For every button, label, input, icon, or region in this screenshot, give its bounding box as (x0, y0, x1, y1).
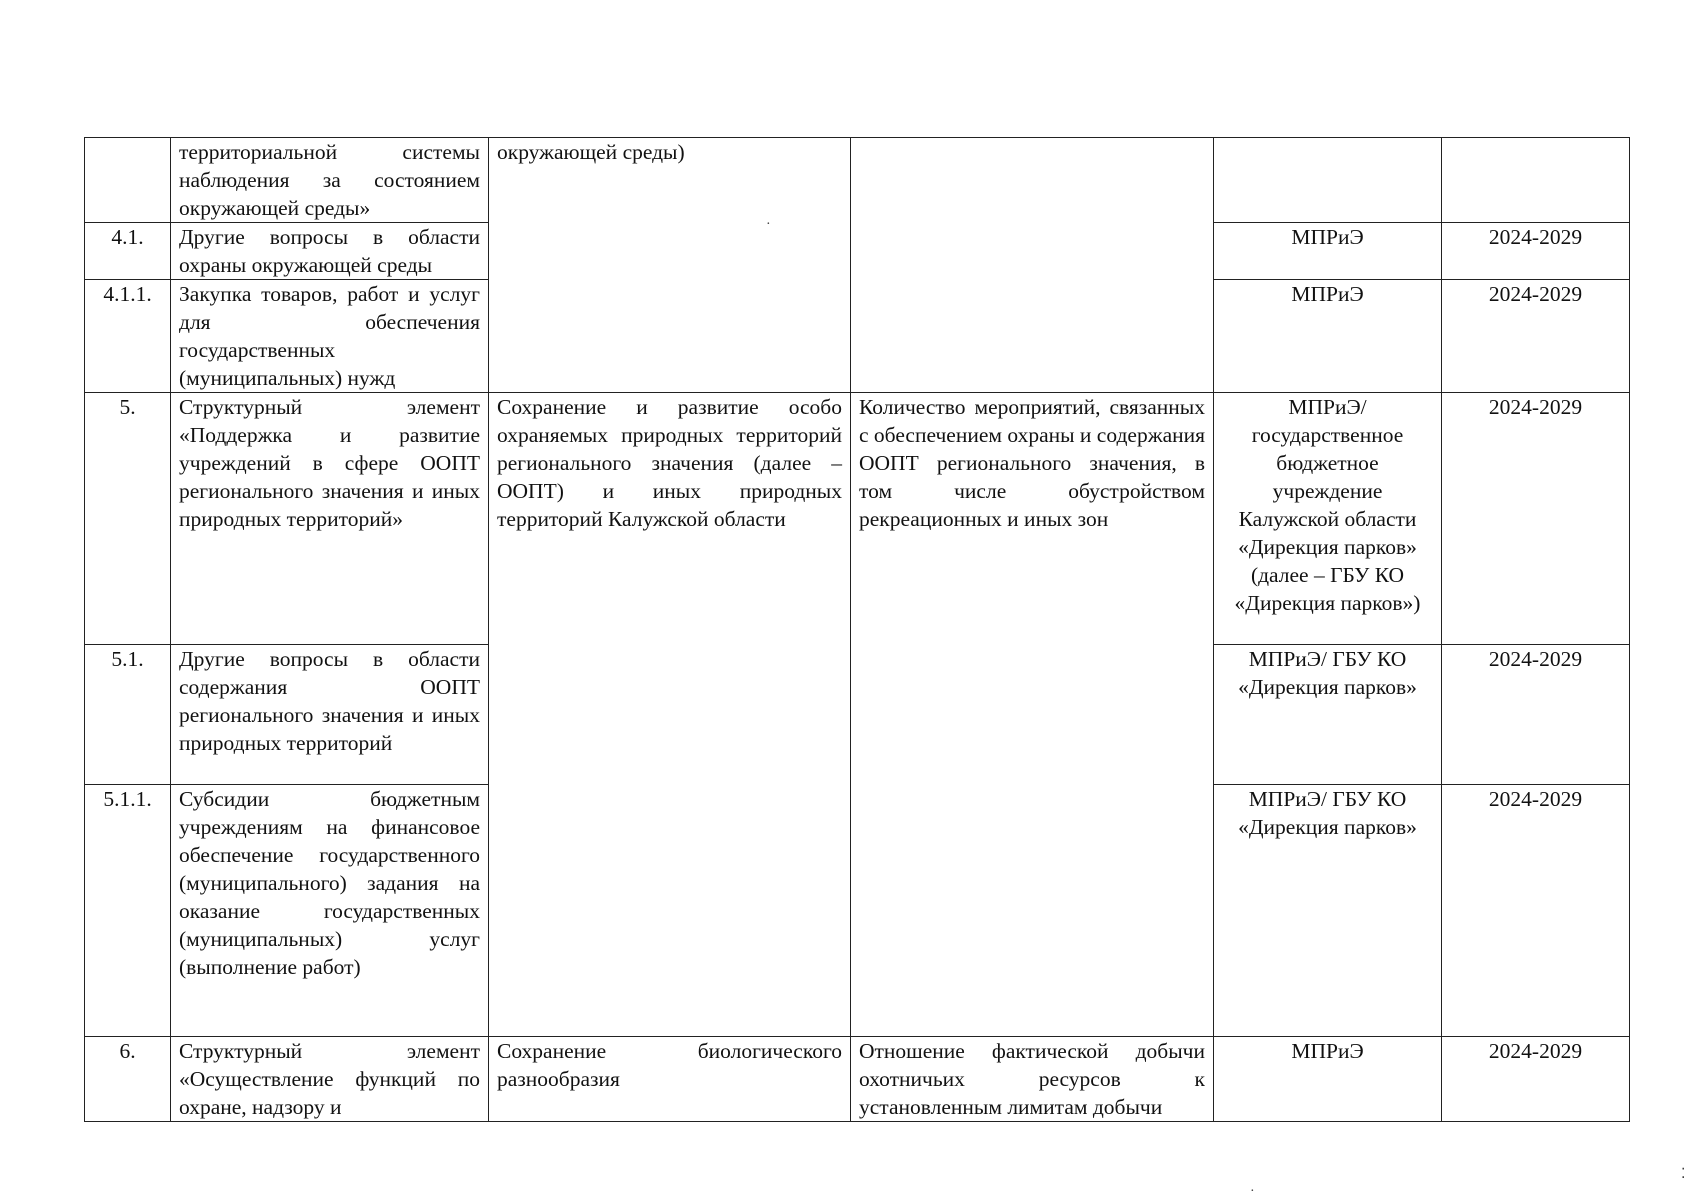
responsible-cell (1214, 138, 1442, 223)
period-cell (1442, 138, 1630, 223)
row-number (85, 138, 171, 223)
period-cell: 2024-2029 (1442, 785, 1630, 1037)
indicator-cell: Количество мероприятий, связанных с обеспечением охраны и содержания ООПТ регионального значения, в том числе обустройством рекреационных и иных зон (851, 393, 1214, 1037)
responsible-cell: МПРиЭ/ ГБУ КО «Дирекция парков» (1214, 645, 1442, 785)
indicator-cell (851, 138, 1214, 393)
element-name: Другие вопросы в области охраны окружающей среды (171, 223, 489, 280)
program-structure-table (84, 137, 1630, 1122)
responsible-cell: МПРиЭ (1214, 280, 1442, 393)
goal-cell: окружающей среды) (489, 138, 851, 393)
table-row (85, 138, 1630, 223)
period-cell: 2024-2029 (1442, 393, 1630, 645)
indicator-cell: Отношение фактической добычи охотничьих ресурсов к установленным лимитам добычи (851, 1037, 1214, 1122)
row-number: 4.1. (85, 223, 171, 280)
element-name: Структурный элемент «Осуществление функций по охране, надзору и (171, 1037, 489, 1122)
table-row (85, 1037, 1630, 1122)
row-number: 5. (85, 393, 171, 645)
period-cell: 2024-2029 (1442, 1037, 1630, 1122)
table-row (85, 393, 1630, 645)
goal-cell: Сохранение биологического разнообразия (489, 1037, 851, 1122)
responsible-cell: МПРиЭ/ ГБУ КО «Дирекция парков» (1214, 785, 1442, 1037)
responsible-cell: МПРиЭ (1214, 1037, 1442, 1122)
period-cell: 2024-2029 (1442, 645, 1630, 785)
row-number: 5.1. (85, 645, 171, 785)
element-name: Другие вопросы в области содержания ООПТ регионального значения и иных природных территорий (171, 645, 489, 785)
scan-speck: ⁚ (1681, 1167, 1686, 1182)
element-name: Структурный элемент «Поддержка и развитие учреждений в сфере ООПТ регионального значения и иных природных территорий» (171, 393, 489, 645)
row-number: 6. (85, 1037, 171, 1122)
row-number: 5.1.1. (85, 785, 171, 1037)
element-name: Закупка товаров, работ и услуг для обеспечения государственных (муниципальных) нужд (171, 280, 489, 393)
responsible-cell: МПРиЭ/ государственное бюджетное учреждение Калужской области «Дирекция парков» (далее – ГБУ КО «Дирекция парков») (1214, 393, 1442, 645)
period-cell: 2024-2029 (1442, 280, 1630, 393)
element-name: Субсидии бюджетным учреждениям на финансовое обеспечение государственного (муниципального) задания на оказание государственных (муниципальных) услуг (выполнение работ) (171, 785, 489, 1037)
scan-speck: · (766, 217, 771, 232)
responsible-cell: МПРиЭ (1214, 223, 1442, 280)
scan-speck: · (1250, 1184, 1255, 1199)
goal-cell: Сохранение и развитие особо охраняемых природных территорий регионального значения (далее – ООПТ) и иных природных территорий Калужской области (489, 393, 851, 1037)
element-name: территориальной системы наблюдения за состоянием окружающей среды» (171, 138, 489, 223)
row-number: 4.1.1. (85, 280, 171, 393)
period-cell: 2024-2029 (1442, 223, 1630, 280)
